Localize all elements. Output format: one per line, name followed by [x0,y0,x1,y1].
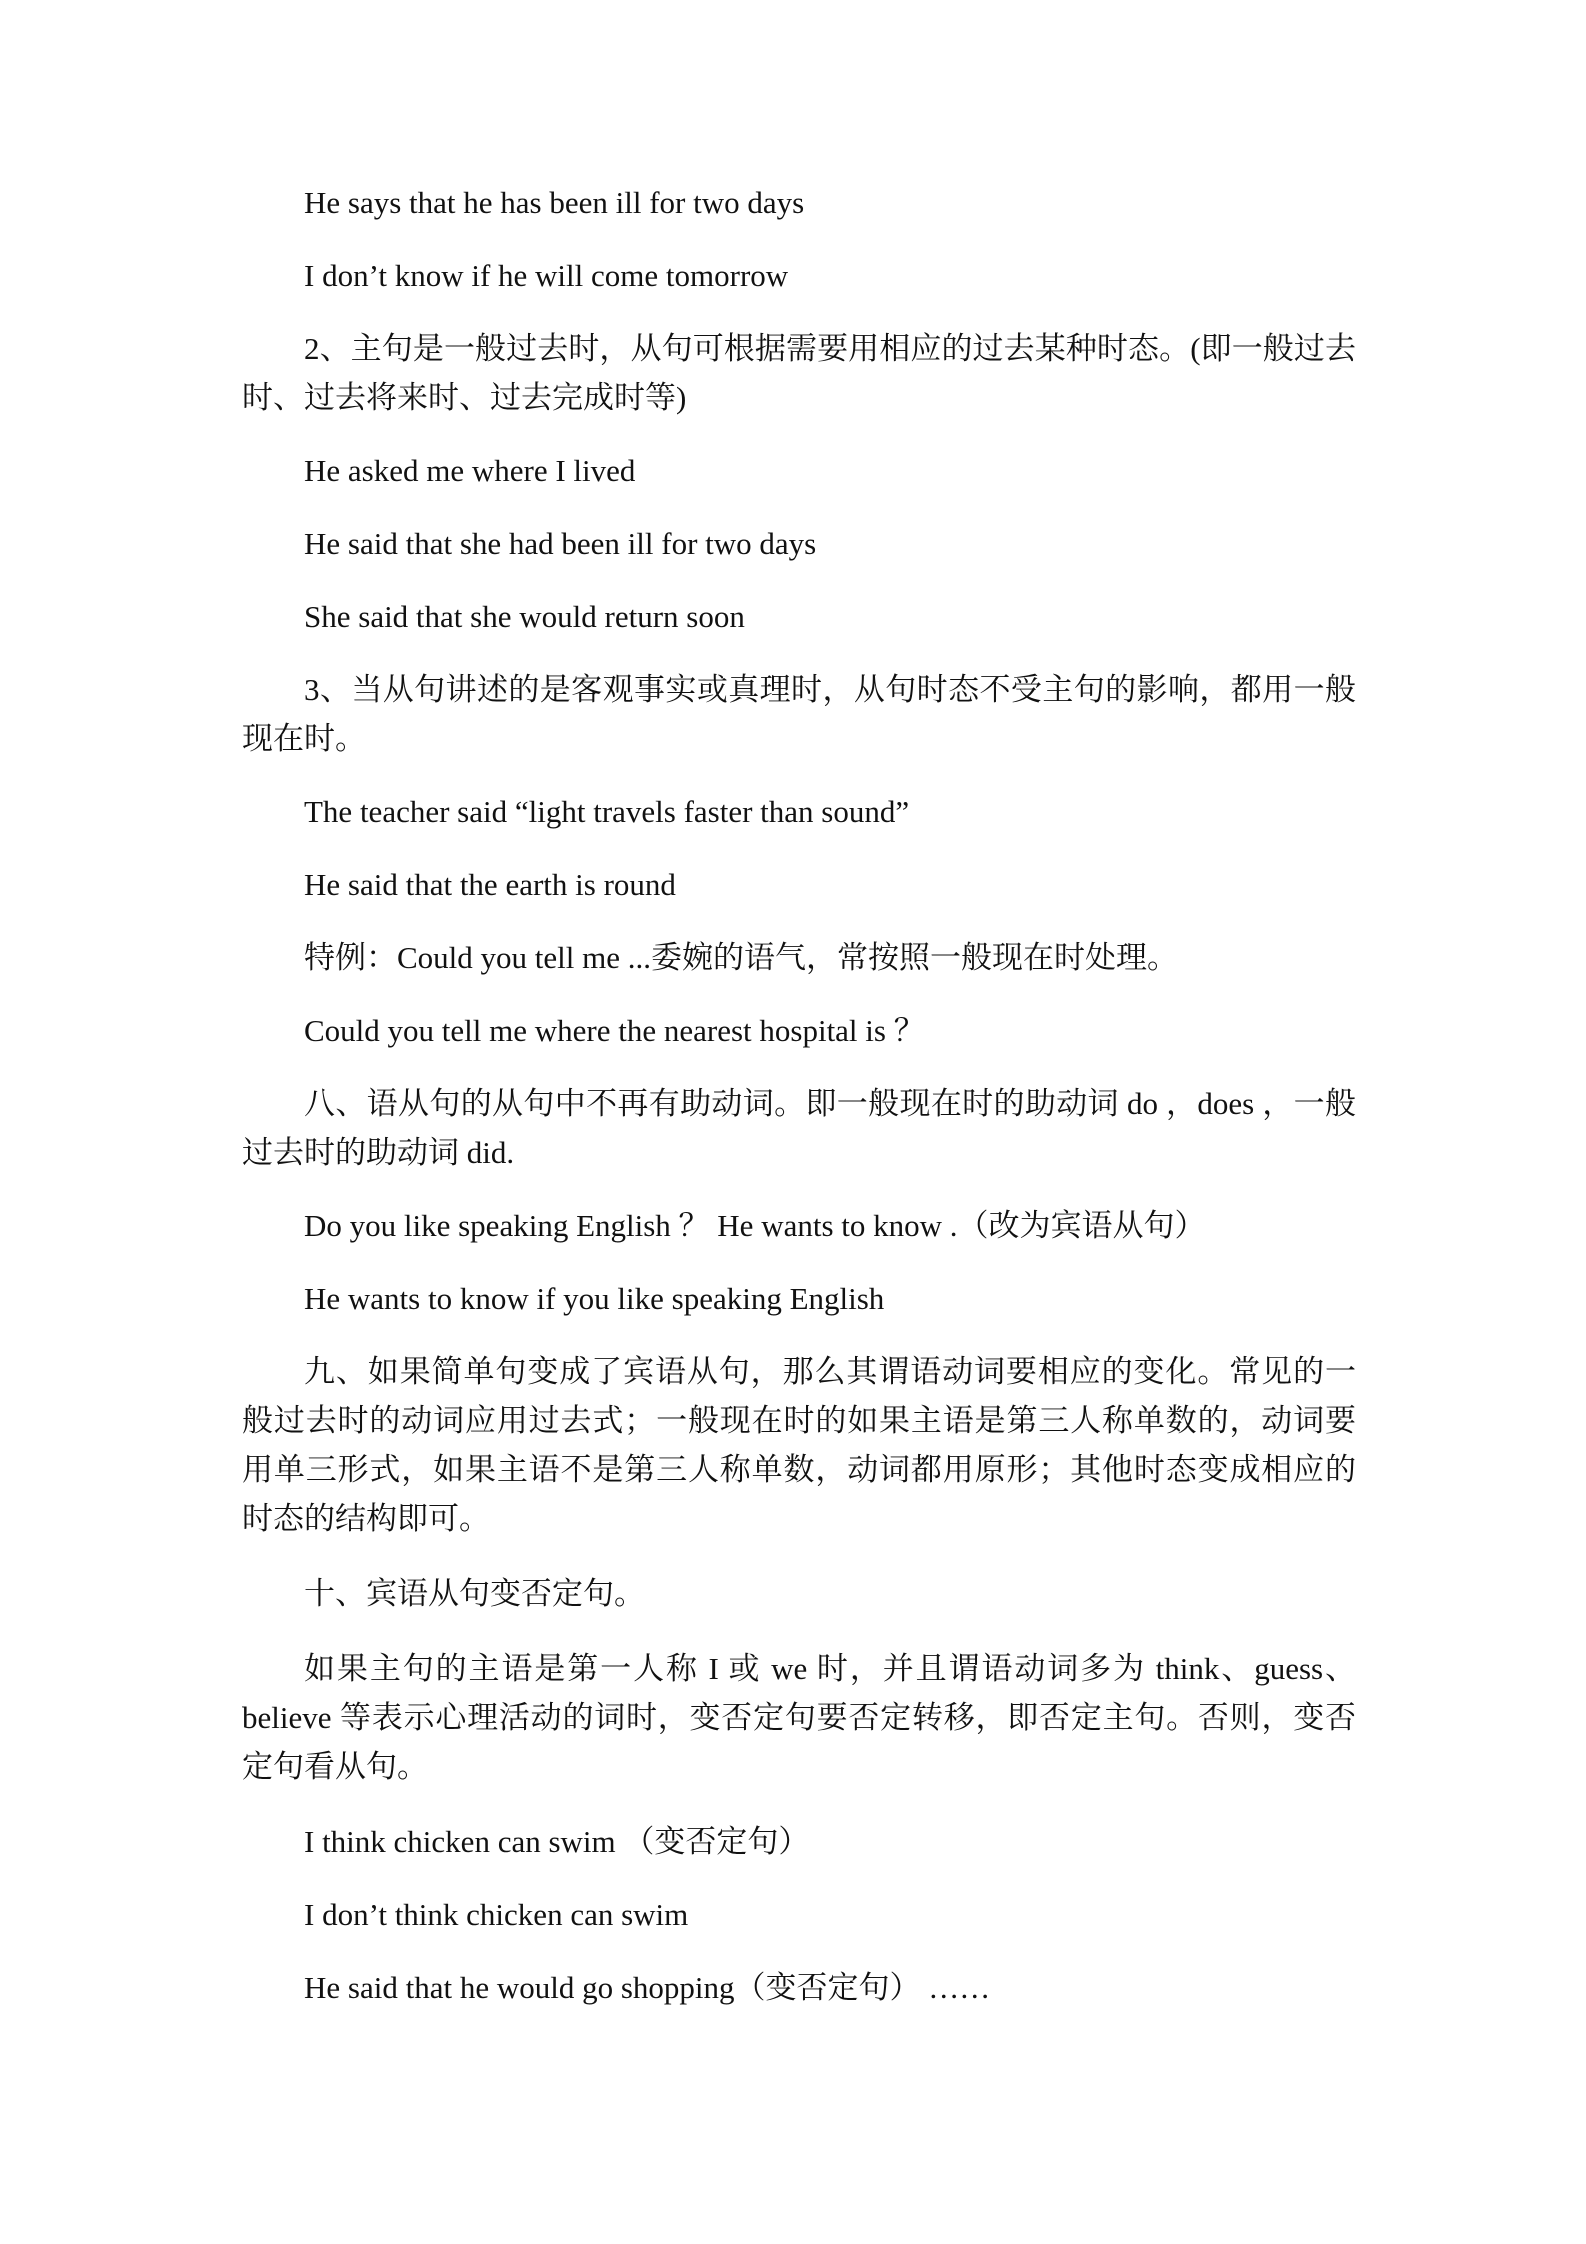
example-sentence: I think chicken can swim （变否定句） [304,1824,810,1859]
example-sentence: I don’t think chicken can swim [304,1897,689,1932]
example-sentence: He says that he has been ill for two days [304,185,805,220]
example-sentence: He wants to know if you like speaking English [304,1281,885,1316]
rule-paragraph: 如果主句的主语是第一人称 I 或 we 时，并且谓语动词多为 think、guess、believe 等表示心理活动的词时，变否定句要否定转移，即否定主句。否则，变否定句看从句。 [242,1651,1356,1784]
example-sentence: He said that the earth is round [304,867,676,902]
example-sentence: I don’t know if he will come tomorrow [304,258,789,293]
rule-paragraph: 九、如果简单句变成了宾语从句，那么其谓语动词要相应的变化。常见的一般过去时的动词应用过去式；一般现在时的如果主语是第三人称单数的，动词要用单三形式，如果主语不是第三人称单数，动词都用原形；其他时态变成相应的时态的结构即可。 [242,1354,1356,1536]
example-sentence: Could you tell me where the nearest hospital is ？ [304,1013,925,1048]
example-sentence: He asked me where I lived [304,453,636,488]
example-sentence: He said that she had been ill for two days [304,526,817,561]
document-body [242,178,1356,2012]
section-heading: 十、宾语从句变否定句。 [304,1576,645,1611]
special-case-note: 特例：Could you tell me ...委婉的语气，常按照一般现在时处理。 [304,940,1179,975]
rule-paragraph: 2、主句是一般过去时，从句可根据需要用相应的过去某种时态。(即一般过去时、过去将来时、过去完成时等) [242,331,1356,415]
example-sentence: The teacher said “light travels faster than sound” [304,794,910,829]
example-sentence: Do you like speaking English ？ He wants to know .（改为宾语从句） [304,1208,1206,1243]
example-sentence: She said that she would return soon [304,599,745,634]
example-sentence: He said that he would go shopping（变否定句） …… [304,1970,991,2005]
rule-paragraph: 八、语从句的从句中不再有助动词。即一般现在时的助动词 do ，does ，一般过去时的助动词 did. [242,1086,1356,1170]
rule-paragraph: 3、当从句讲述的是客观事实或真理时，从句时态不受主句的影响，都用一般现在时。 [242,672,1356,756]
